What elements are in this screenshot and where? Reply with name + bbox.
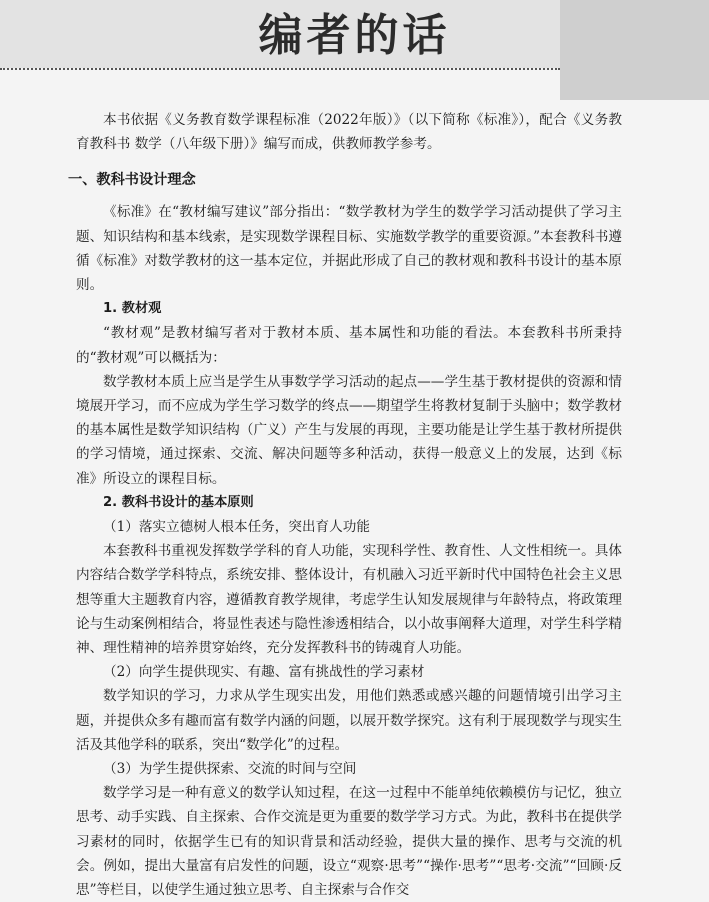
textbook-view-paragraph-2: 数学教材本质上应当是学生从事数学学习活动的起点——学生基于教材提供的资源和情境展开学习，而不应成为学生学习数学的终点——期望学生将教材复制于头脑中；数学教材的基本属性是数学知识结构（广义）产生与发展的再现，主要功能是让学生基于教材所提供的学习情境，通过探索、交流、解决问题等多种活动，获得一般意义上的发展，达到《标准》所设立的课程目标。 xyxy=(76,373,622,487)
subsection-heading-textbook-view: 1. 教材观 xyxy=(103,301,162,317)
principle-2-paragraph: 数学知识的学习，力求从学生现实出发，用他们熟悉或感兴趣的问题情境引出学习主题，并提供众多有趣而富有数学内涵的问题，以展开数学探究。这有利于展现数学与现实生活及其他学科的联系，突出“数学化”的过程。 xyxy=(76,688,622,753)
textbook-view-paragraph-1: “教材观”是教材编写者对于教材本质、基本属性和功能的看法。本套教科书所秉持的“教材观”可以概括为： xyxy=(76,325,622,366)
title-dotted-rule xyxy=(0,68,560,70)
principle-1-heading: （1）落实立德树人根本任务，突出育人功能 xyxy=(103,519,370,536)
principle-3-heading: （3）为学生提供探索、交流的时间与空间 xyxy=(103,761,357,778)
page-title: 编者的话 xyxy=(258,10,451,61)
principle-3-paragraph: 数学学习是一种有意义的数学认知过程，在这一过程中不能单纯依赖模仿与记忆，独立思考、动手实践、自主探索、合作交流是更为重要的数学学习方式。为此，教科书在提供学习素材的同时，依据学生已有的知识背景和活动经验，提供大量的操作、思考与交流的机会。例如，提出大量富有启发性的问题，设立“观察·思考”“操作·思考”“思考·交流”“回顾·反思”等栏目，以使学生通过独立思考、自主探索与合作交 xyxy=(76,785,622,899)
document-body xyxy=(68,108,622,902)
principle-2-heading: （2）向学生提供现实、有趣、富有挑战性的学习素材 xyxy=(103,664,425,681)
section-heading: 一、教科书设计理念 xyxy=(68,172,196,189)
section-paragraph: 《标准》在“教材编写建议”部分指出：“数学教材为学生的数学学习活动提供了学习主题、知识结构和基本线索，是实现数学课程目标、实施数学教学的重要资源。”本套教科书遵循《标准》对数学教材的这一基本定位，并据此形成了自己的教材观和教科书设计的基本原则。 xyxy=(76,204,622,294)
subsection-heading-principles: 2. 教科书设计的基本原则 xyxy=(103,494,254,510)
principle-1-paragraph: 本套教科书重视发挥数学学科的育人功能，实现科学性、教育性、人文性相统一。具体内容结合数学学科特点，系统安排、整体设计，有机融入习近平新时代中国特色社会主义思想等重大主题教育内容，遵循教育教学规律，考虑学生认知发展规律与年龄特点，将政策理论与生动案例相结合，将显性表述与隐性渗透相结合，以小故事阐释大道理，对学生科学精神、理性精神的培养贯穿始终，充分发挥教科书的铸魂育人功能。 xyxy=(76,543,622,657)
intro-paragraph: 本书依据《义务教育数学课程标准（2022年版）》（以下简称《标准》），配合《义务教育教科书 数学（八年级下册）》编写而成，供教师教学参考。 xyxy=(76,112,622,153)
